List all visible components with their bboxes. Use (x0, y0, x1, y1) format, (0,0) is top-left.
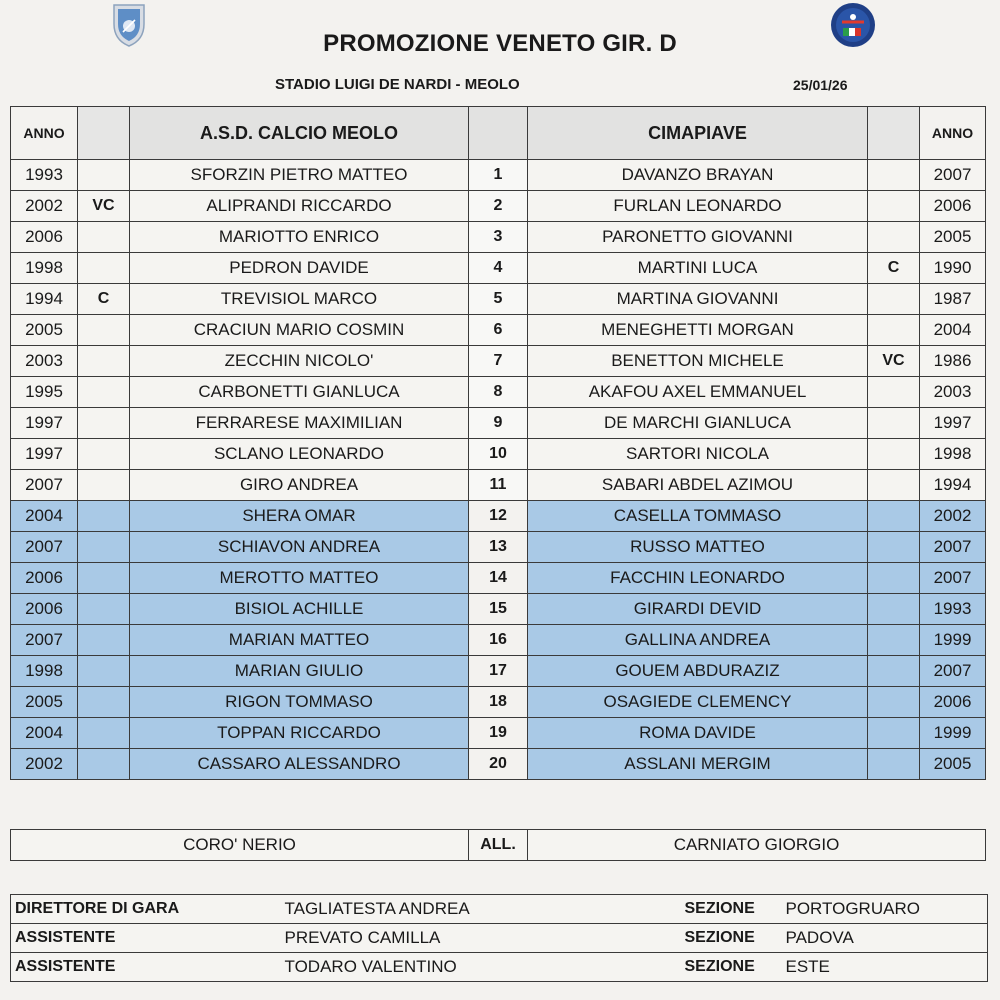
coaches-row (11, 830, 986, 861)
home-player-role: C (78, 284, 130, 315)
official-section: PORTOGRUARO (782, 895, 988, 924)
shirt-number: 12 (469, 501, 528, 532)
away-player-role: C (868, 253, 920, 284)
away-player-name: GALLINA ANDREA (528, 625, 868, 656)
home-player-role (78, 160, 130, 191)
away-role-header (868, 107, 920, 160)
shirt-number: 6 (469, 315, 528, 346)
home-player-year: 1993 (11, 160, 78, 191)
number-header (469, 107, 528, 160)
home-player-role (78, 501, 130, 532)
away-player-name: SABARI ABDEL AZIMOU (528, 470, 868, 501)
competition-title: PROMOZIONE VENETO GIR. D (323, 30, 677, 57)
away-player-year: 2007 (920, 563, 986, 594)
shirt-number: 18 (469, 687, 528, 718)
home-role-header (78, 107, 130, 160)
lineup-row (11, 346, 986, 377)
shirt-number: 17 (469, 656, 528, 687)
away-player-role: VC (868, 346, 920, 377)
away-player-year: 1990 (920, 253, 986, 284)
home-coach-name: CORO' NERIO (11, 830, 469, 861)
lineup-row (11, 191, 986, 222)
home-player-role (78, 253, 130, 284)
shirt-number: 14 (469, 563, 528, 594)
away-player-year: 2007 (920, 656, 986, 687)
home-player-name: SFORZIN PIETRO MATTEO (130, 160, 469, 191)
shirt-number: 1 (469, 160, 528, 191)
shirt-number: 9 (469, 408, 528, 439)
away-player-year: 1997 (920, 408, 986, 439)
official-role: ASSISTENTE (11, 953, 281, 982)
home-year-header: ANNO (11, 107, 78, 160)
officials-table (10, 894, 988, 982)
lineup-row (11, 594, 986, 625)
away-player-role (868, 191, 920, 222)
home-player-name: SCHIAVON ANDREA (130, 532, 469, 563)
home-player-year: 2005 (11, 315, 78, 346)
away-player-year: 2007 (920, 160, 986, 191)
away-player-role (868, 315, 920, 346)
official-name: TAGLIATESTA ANDREA (281, 895, 681, 924)
away-player-name: DE MARCHI GIANLUCA (528, 408, 868, 439)
home-player-name: MARIOTTO ENRICO (130, 222, 469, 253)
away-player-name: CASELLA TOMMASO (528, 501, 868, 532)
official-name: TODARO VALENTINO (281, 953, 681, 982)
home-player-year: 1994 (11, 284, 78, 315)
lineup-row (11, 656, 986, 687)
home-player-role (78, 346, 130, 377)
lineup-row (11, 532, 986, 563)
away-player-year: 1999 (920, 718, 986, 749)
home-player-role (78, 687, 130, 718)
away-player-role (868, 470, 920, 501)
away-player-role (868, 563, 920, 594)
coaches-table (10, 829, 986, 861)
away-player-name: GIRARDI DEVID (528, 594, 868, 625)
stadium-label: STADIO LUIGI DE NARDI - MEOLO (275, 76, 520, 93)
lineup-row (11, 408, 986, 439)
away-team-name: CIMAPIAVE (528, 107, 868, 160)
official-row (11, 953, 988, 982)
away-player-year: 1993 (920, 594, 986, 625)
home-player-name: MEROTTO MATTEO (130, 563, 469, 594)
home-player-year: 1998 (11, 656, 78, 687)
away-player-role (868, 532, 920, 563)
shirt-number: 7 (469, 346, 528, 377)
away-player-year: 2005 (920, 749, 986, 780)
away-player-year: 2006 (920, 191, 986, 222)
away-player-role (868, 160, 920, 191)
home-player-year: 2003 (11, 346, 78, 377)
home-player-name: CARBONETTI GIANLUCA (130, 377, 469, 408)
lineup-row (11, 160, 986, 191)
home-player-name: SHERA OMAR (130, 501, 469, 532)
official-row (11, 924, 988, 953)
away-player-name: BENETTON MICHELE (528, 346, 868, 377)
shirt-number: 8 (469, 377, 528, 408)
home-player-year: 2004 (11, 718, 78, 749)
lineup-row (11, 253, 986, 284)
home-player-role (78, 749, 130, 780)
shirt-number: 10 (469, 439, 528, 470)
away-year-header: ANNO (920, 107, 986, 160)
away-player-year: 2007 (920, 532, 986, 563)
shirt-number: 19 (469, 718, 528, 749)
away-player-role (868, 687, 920, 718)
home-player-name: FERRARESE MAXIMILIAN (130, 408, 469, 439)
away-player-role (868, 501, 920, 532)
away-player-role (868, 656, 920, 687)
home-player-year: 2007 (11, 532, 78, 563)
home-player-name: GIRO ANDREA (130, 470, 469, 501)
home-player-name: MARIAN MATTEO (130, 625, 469, 656)
away-player-role (868, 377, 920, 408)
lineup-row (11, 377, 986, 408)
home-player-name: RIGON TOMMASO (130, 687, 469, 718)
away-player-name: OSAGIEDE CLEMENCY (528, 687, 868, 718)
shirt-number: 2 (469, 191, 528, 222)
home-player-year: 2002 (11, 749, 78, 780)
away-player-role (868, 222, 920, 253)
lineup-table (10, 106, 986, 780)
lineup-row (11, 501, 986, 532)
home-player-year: 2005 (11, 687, 78, 718)
away-player-name: FACCHIN LEONARDO (528, 563, 868, 594)
match-date: 25/01/26 (793, 77, 848, 93)
away-player-year: 1994 (920, 470, 986, 501)
home-player-role (78, 594, 130, 625)
shirt-number: 4 (469, 253, 528, 284)
away-player-role (868, 749, 920, 780)
home-player-name: ALIPRANDI RICCARDO (130, 191, 469, 222)
away-player-year: 2002 (920, 501, 986, 532)
home-player-name: CASSARO ALESSANDRO (130, 749, 469, 780)
home-player-year: 2002 (11, 191, 78, 222)
lineup-row (11, 470, 986, 501)
away-player-role (868, 284, 920, 315)
home-player-role (78, 718, 130, 749)
shirt-number: 5 (469, 284, 528, 315)
home-player-role (78, 625, 130, 656)
lineup-row (11, 749, 986, 780)
away-player-name: FURLAN LEONARDO (528, 191, 868, 222)
away-player-year: 2006 (920, 687, 986, 718)
away-player-year: 2003 (920, 377, 986, 408)
away-player-year: 1998 (920, 439, 986, 470)
away-player-role (868, 718, 920, 749)
away-player-name: ROMA DAVIDE (528, 718, 868, 749)
home-player-year: 2007 (11, 470, 78, 501)
official-role: DIRETTORE DI GARA (11, 895, 281, 924)
home-player-year: 2007 (11, 625, 78, 656)
official-section: ESTE (782, 953, 988, 982)
home-player-year: 2004 (11, 501, 78, 532)
away-player-name: MARTINI LUCA (528, 253, 868, 284)
home-player-role (78, 439, 130, 470)
lineup-row (11, 687, 986, 718)
away-player-name: PARONETTO GIOVANNI (528, 222, 868, 253)
away-player-role (868, 408, 920, 439)
home-player-name: PEDRON DAVIDE (130, 253, 469, 284)
away-player-year: 2005 (920, 222, 986, 253)
lineup-row (11, 625, 986, 656)
home-player-role: VC (78, 191, 130, 222)
home-player-role (78, 408, 130, 439)
home-player-name: TOPPAN RICCARDO (130, 718, 469, 749)
home-player-role (78, 470, 130, 501)
away-player-name: MARTINA GIOVANNI (528, 284, 868, 315)
home-player-role (78, 563, 130, 594)
home-player-name: CRACIUN MARIO COSMIN (130, 315, 469, 346)
shirt-number: 16 (469, 625, 528, 656)
section-label: SEZIONE (681, 895, 782, 924)
away-player-name: MENEGHETTI MORGAN (528, 315, 868, 346)
shirt-number: 15 (469, 594, 528, 625)
away-player-year: 2004 (920, 315, 986, 346)
shirt-number: 13 (469, 532, 528, 563)
home-player-name: BISIOL ACHILLE (130, 594, 469, 625)
lineup-row (11, 718, 986, 749)
home-player-year: 1995 (11, 377, 78, 408)
home-player-role (78, 377, 130, 408)
home-player-name: SCLANO LEONARDO (130, 439, 469, 470)
lineup-row (11, 284, 986, 315)
away-player-year: 1987 (920, 284, 986, 315)
home-player-role (78, 532, 130, 563)
lineup-row (11, 315, 986, 346)
away-player-name: GOUEM ABDURAZIZ (528, 656, 868, 687)
away-player-role (868, 594, 920, 625)
shirt-number: 3 (469, 222, 528, 253)
home-player-role (78, 222, 130, 253)
shirt-number: 20 (469, 749, 528, 780)
home-player-year: 2006 (11, 563, 78, 594)
away-player-name: DAVANZO BRAYAN (528, 160, 868, 191)
away-coach-name: CARNIATO GIORGIO (528, 830, 986, 861)
home-team-name: A.S.D. CALCIO MEOLO (130, 107, 469, 160)
home-player-role (78, 315, 130, 346)
away-player-role (868, 625, 920, 656)
home-player-year: 2006 (11, 222, 78, 253)
away-player-name: RUSSO MATTEO (528, 532, 868, 563)
home-player-name: MARIAN GIULIO (130, 656, 469, 687)
away-player-name: ASSLANI MERGIM (528, 749, 868, 780)
home-player-year: 1998 (11, 253, 78, 284)
official-role: ASSISTENTE (11, 924, 281, 953)
lineup-header-row (11, 107, 986, 160)
home-player-year: 2006 (11, 594, 78, 625)
section-label: SEZIONE (681, 953, 782, 982)
away-player-name: SARTORI NICOLA (528, 439, 868, 470)
away-player-year: 1986 (920, 346, 986, 377)
section-label: SEZIONE (681, 924, 782, 953)
official-section: PADOVA (782, 924, 988, 953)
coach-label: ALL. (469, 830, 528, 861)
lineup-row (11, 439, 986, 470)
home-player-role (78, 656, 130, 687)
away-player-role (868, 439, 920, 470)
shirt-number: 11 (469, 470, 528, 501)
away-player-name: AKAFOU AXEL EMMANUEL (528, 377, 868, 408)
lineup-row (11, 563, 986, 594)
home-player-year: 1997 (11, 439, 78, 470)
away-player-year: 1999 (920, 625, 986, 656)
official-name: PREVATO CAMILLA (281, 924, 681, 953)
official-row (11, 895, 988, 924)
lineup-row (11, 222, 986, 253)
home-player-name: TREVISIOL MARCO (130, 284, 469, 315)
home-player-year: 1997 (11, 408, 78, 439)
home-player-name: ZECCHIN NICOLO' (130, 346, 469, 377)
